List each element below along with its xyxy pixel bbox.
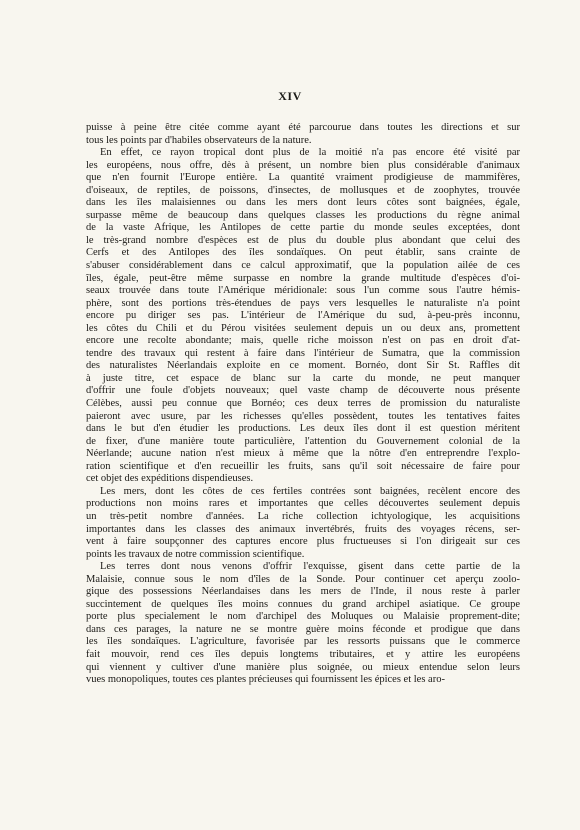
text-line: ration scientifique et d'en recueillir les fruits, sans qu'il soit nécessaire de faire pour [86,460,520,472]
text-line: îles, égale, peut-être même surpasse en nombre la grande multitude d'espèces d'oi- [86,272,520,284]
text-line: tendre des travaux qui restent à faire dans l'intérieur de Sumatra, que la commission [86,347,520,359]
text-line: Les mers, dont les côtes de ces fertiles contrées sont baignées, recèlent encore des [100,485,520,497]
text-line: d'offrir une foule d'objets nouveaux; quel vaste champ de découverte nous présente [86,385,520,397]
text-line: le très-grand nombre d'espèces est de plus du double plus abondant que celui des [86,234,520,246]
page-number: XIV [278,89,302,103]
paragraph [86,122,520,147]
text-line: qui viennent y cultiver d'une manière plus soignée, ou mieux entendue selon leurs [86,661,520,673]
text-line: à juste titre, cet espace de blanc sur la carte du monde, ne peut manquer [86,372,520,384]
text-line: vent à faire soupçonner des captures encore plus fructueuses si l'on dirigeait sur ces [86,536,520,548]
text-line: succintement de quelques îles moins connues du grand archipel asiatique. Ce groupe [86,598,520,610]
text-line: seaux trouvée dans toute l'Amérique méridionale: sous l'un comme sous l'autre hémis- [86,285,520,297]
text-line: fait mouvoir, rend ces îles depuis longtems tributaires, et y attire les européens [86,648,520,660]
text-line: vues monopoliques, toutes ces plantes précieuses qui fournissent les épices et les aro- [86,674,445,686]
text-line: Cerfs et des Antilopes des îles sondaïques. On peut établir, sans crainte de [86,247,520,259]
text-line: les côtes du Chili et du Pérou visitées seulement depuis un ou deux ans, promettent [86,322,520,334]
text-line: dans le but d'en étudier les productions. Les deux îles dont il est question méritent [86,423,520,435]
text-line: d'oiseaux, de reptiles, de poissons, d'insectes, de mollusques et de zoophytes, trouvée [86,184,520,196]
text-line: que n'en fournit l'Europe entière. La quantité vraiment prodigieuse de mammifères, [86,172,520,184]
text-line: importantes dans les classes des animaux invertébrés, fruits des voyages récens, ser- [86,523,520,535]
text-line: Les terres dont nous venons d'offrir l'exquisse, gisent dans cette partie de la [100,561,520,573]
text-line: paieront avec usure, par les richesses qu'elles possèdent, toutes les tentatives faites [86,410,520,422]
paragraph [86,486,520,561]
paragraph [86,147,520,486]
text-line: Célèbes, aussi peu connue que Bornéo; ces deux terres de promission du naturaliste [86,398,520,410]
text-line: productions non moins rares et importantes que celles découvertes seulement depuis [86,498,520,510]
text-line: cet objet des expéditions dispendieuses. [86,473,254,485]
text-line: puisse à peine être citée comme ayant été parcourue dans toutes les directions et sur [86,122,520,133]
text-line: dans les îles malaisiennes ou dans les mers dont leurs côtes sont baignées, égale, [86,197,520,209]
text-line: les îles sondaïques. L'agriculture, favorisée par les ressorts puissans que le commerce [86,636,520,648]
text-line: porte plus specialement le nom d'archipel des Moluques ou Malaisie proprement-dite; [86,611,520,623]
text-line: En effet, ce rayon tropical dont plus de la moitié n'a pas encore été visité par [100,147,520,159]
text-line: surpasse même de beaucoup dans quelques classes les productions du règne animal [86,209,520,221]
text-line: encore une recolte abondante; mais, quelle riche moisson n'est on pas en droit d'at- [86,335,520,347]
text-line: de la vaste Afrique, les Antilopes de cette partie du monde seules exceptées, dont [86,222,520,234]
text-line: points les travaux de notre commission scientifique. [86,548,305,560]
text-line: Malaisie, connue sous le nom d'îles de la Sonde. Pour continuer cet aperçu zoolo- [86,573,520,585]
text-line: s'abuser considérablement dans ce calcul approximatif, que la population ailée de ces [86,260,520,272]
text-line: Néerlande; aucune nation n'est mieux à même que la nôtre d'en entreprendre l'explo- [86,448,520,460]
text-line: un très-petit nombre d'années. La riche collection ichtyologique, les acquisitions [86,510,520,522]
paragraph [86,561,520,686]
text-line: tous les points par d'habiles observateurs de la nature. [86,134,312,146]
body-text [86,122,520,687]
text-line: gique des possessions Néerlandaises dans les mers de l'Inde, il nous reste à parler [86,586,520,598]
text-line: dans ces parages, la nature ne se montre guère moins féconde et prodigue que dans [86,623,520,635]
text-line: des naturalistes Néerlandais exploite en ce moment. Bornéo, dont Sir St. Raffles dit [86,360,520,372]
text-line: les européens, nous offre, dès à présent, un nombre bien plus considérable d'animaux [86,159,520,171]
text-line: phère, sont des portions très-étendues de pays vers lesquelles le naturaliste n'a point [86,297,520,309]
text-line: de fixer, d'une manière toute particulière, l'attention du Gouvernement colonial de la [86,435,520,447]
text-line: encore pu diriger ses pas. L'intérieur de l'Amérique du sud, à-peu-près inconnu, [86,310,520,322]
